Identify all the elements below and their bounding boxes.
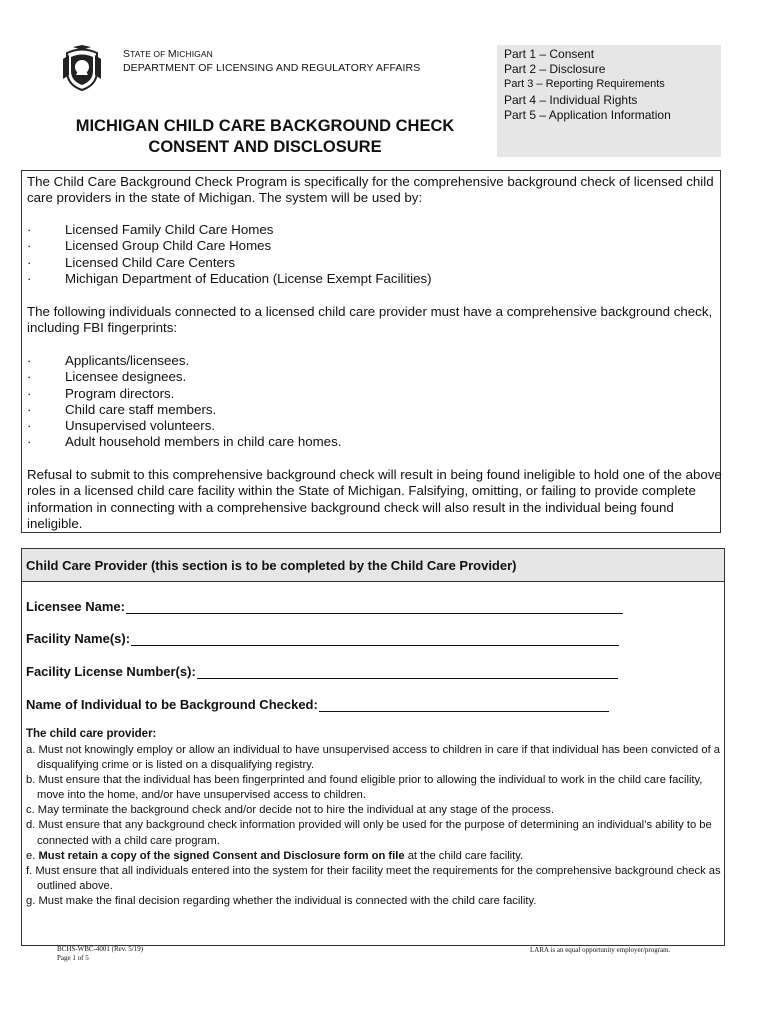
part-4: Part 4 – Individual Rights — [504, 92, 638, 107]
facility-license-input[interactable] — [197, 665, 618, 679]
required-individuals-list — [27, 353, 341, 451]
intro-paragraph: The Child Care Background Check Program is specifically for the comprehensive background check of licensed child care providers in the state of Michigan. The system will be used by: — [27, 174, 714, 206]
list-item: · Applicants/licensees. — [27, 353, 190, 368]
part-2: Part 2 – Disclosure — [504, 62, 606, 77]
program-description — [21, 170, 721, 533]
individual-name-field[interactable] — [26, 697, 609, 712]
requirement-paragraph: The following individuals connected to a licensed child care provider must have a comprehensive background check, including FBI fingerprints: — [27, 304, 713, 336]
list-item: · Licensed Child Care Centers — [27, 254, 235, 270]
part-5: Part 5 – Application Information — [504, 107, 671, 122]
agency-header — [123, 47, 420, 75]
list-item: · Adult household members in child care homes. — [27, 434, 342, 450]
state-name: STATE OF MICHIGAN — [123, 48, 213, 60]
facility-license-label: Facility License Number(s): — [26, 664, 196, 679]
provider-section-heading: Child Care Provider (this section is to be completed by the Child Care Provider) — [22, 549, 724, 582]
duty-b: b. Must ensure that the individual has been fingerprinted and found eligible prior to allowing the individual to work in the child care facility, move into the home, and/or have unsupervised access to children. — [26, 774, 703, 802]
duty-e: e. Must retain a copy of the signed Consent and Disclosure form on file at the child care facility. — [26, 849, 524, 862]
facility-names-field[interactable] — [26, 631, 619, 646]
licensee-name-label: Licensee Name: — [26, 599, 125, 614]
facility-license-field[interactable] — [26, 664, 618, 679]
list-item: · Licensed Family Child Care Homes — [27, 222, 274, 237]
form-title: MICHIGAN CHILD CARE BACKGROUND CHECK CONSENT AND DISCLOSURE — [75, 117, 455, 156]
list-item: · Michigan Department of Education (License Exempt Facilities) — [27, 270, 432, 286]
list-item: · Licensee designees. — [27, 369, 187, 385]
list-item: · Program directors. — [27, 385, 175, 401]
individual-name-label: Name of Individual to be Background Checked: — [26, 697, 318, 712]
duty-f: f. Must ensure that all individuals entered into the system for their facility meet the requirements for the comprehensive background check as outlined above. — [26, 864, 721, 892]
eeo-statement: LARA is an equal opportunity employer/program. — [530, 946, 671, 954]
refusal-paragraph: Refusal to submit to this comprehensive background check will result in being found ineligible to hold one of the above roles in a licensed child care facility within the State of Michigan. Falsifying, omitting, or failing to provide complete information in connecting with a comprehensive background check will also result in the individual being found ineligible. — [27, 467, 722, 531]
provider-duties-list — [26, 743, 722, 909]
duty-g: g. Must make the final decision regarding whether the individual is connected with the child care facility. — [26, 894, 537, 907]
part-3: Part 3 – Reporting Requirements — [504, 78, 665, 91]
system-users-list — [27, 222, 432, 287]
duty-a: a. Must not knowingly employ or allow an individual to have unsupervised access to children in care if that individual has been convicted of a disqualifying crime or is listed on a disqualifying registry. — [26, 744, 721, 772]
provider-duties-heading: The child care provider: — [26, 728, 157, 740]
list-item: · Unsupervised volunteers. — [27, 418, 216, 434]
form-footer-left — [57, 945, 143, 962]
individual-name-input[interactable] — [319, 698, 609, 712]
duty-d: d. Must ensure that any background check information provided will only be used for the purpose of determining an individual’s ability to be connected with a child care program. — [26, 819, 712, 847]
form-parts-list — [497, 45, 721, 157]
department-name: DEPARTMENT OF LICENSING AND REGULATORY AFFAIRS — [123, 62, 421, 74]
page-number: Page 1 of 5 — [57, 953, 89, 962]
form-number: BCHS-WBC-4001 (Rev. 5/19) — [57, 945, 144, 953]
list-item: · Child care staff members. — [27, 401, 217, 417]
licensee-name-field[interactable] — [26, 599, 623, 614]
part-1: Part 1 – Consent — [504, 47, 595, 61]
duty-c: c. May terminate the background check and/or decide not to hire the individual at any stage of the process. — [26, 804, 554, 817]
michigan-seal-icon — [63, 45, 101, 91]
facility-names-input[interactable] — [131, 632, 619, 646]
licensee-name-input[interactable] — [126, 600, 623, 614]
facility-names-label: Facility Name(s): — [26, 631, 131, 646]
child-care-provider-section — [21, 548, 725, 946]
list-item: · Licensed Group Child Care Homes — [27, 238, 272, 254]
